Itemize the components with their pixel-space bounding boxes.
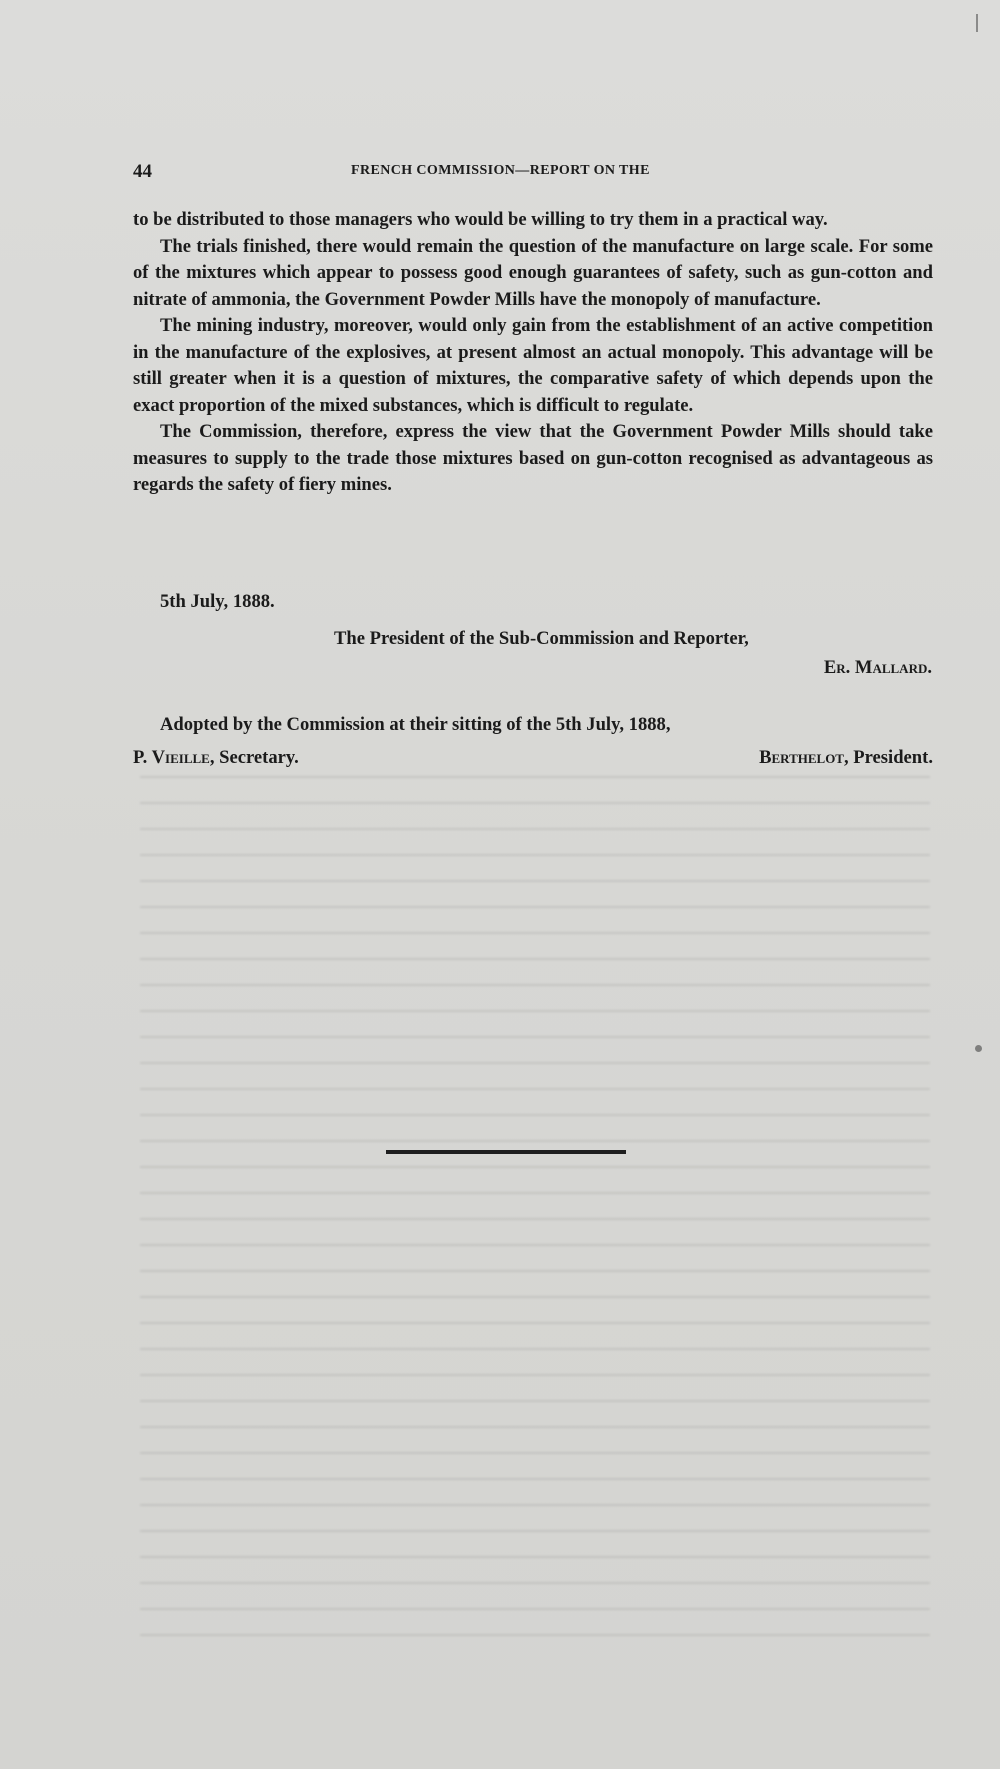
page-header xyxy=(133,161,933,185)
reporter-signature-block xyxy=(334,628,934,679)
reporter-name: Er. Mallard. xyxy=(823,657,932,678)
reporter-title: The President of the Sub-Commission and Reporter, xyxy=(334,628,749,649)
scan-edge-mark xyxy=(976,14,978,32)
president-signature xyxy=(759,747,933,769)
body-text xyxy=(133,207,933,499)
report-date: 5th July, 1888. xyxy=(160,591,275,612)
secretary-title: , Secretary. xyxy=(209,747,299,768)
bleed-through-text xyxy=(140,760,930,1660)
page-number: 44 xyxy=(133,161,152,182)
secretary-signature xyxy=(133,747,299,769)
president-name: Berthelot xyxy=(759,747,844,768)
paragraph-continuation: to be distributed to those managers who would be willing to try them in a practical way. xyxy=(133,209,828,230)
secretary-name: P. Vieille xyxy=(133,747,210,768)
paragraph-trials: The trials finished, there would remain the question of the manufacture on large scale. For some of the mixtures which appear to possess good enough guarantees of safety, such as gun-cotton and nitrate of ammonia, the Government Powder Mills have the monopoly of manufacture. xyxy=(133,235,933,310)
closing-rule xyxy=(386,1150,626,1154)
paragraph-mining-industry: The mining industry, moreover, would only gain from the establishment of an active competition in the manufacture of the explosives, at present almost an actual monopoly. This advantage will be still greater when it is a question of mixtures, the comparative safety of which depends upon the exact proportion of the mixed substances, which is difficult to regulate. xyxy=(133,315,933,416)
president-title: , President. xyxy=(843,747,933,768)
adoption-statement: Adopted by the Commission at their sitting of the 5th July, 1888, xyxy=(160,714,671,735)
scan-speck xyxy=(975,1045,982,1052)
running-head: FRENCH COMMISSION—REPORT ON THE xyxy=(351,163,650,178)
paragraph-commission-view: The Commission, therefore, express the view that the Government Powder Mills should take measures to supply to the trade those mixtures based on gun-cotton recognised as advantageous as regards the safety of fiery mines. xyxy=(133,421,933,495)
